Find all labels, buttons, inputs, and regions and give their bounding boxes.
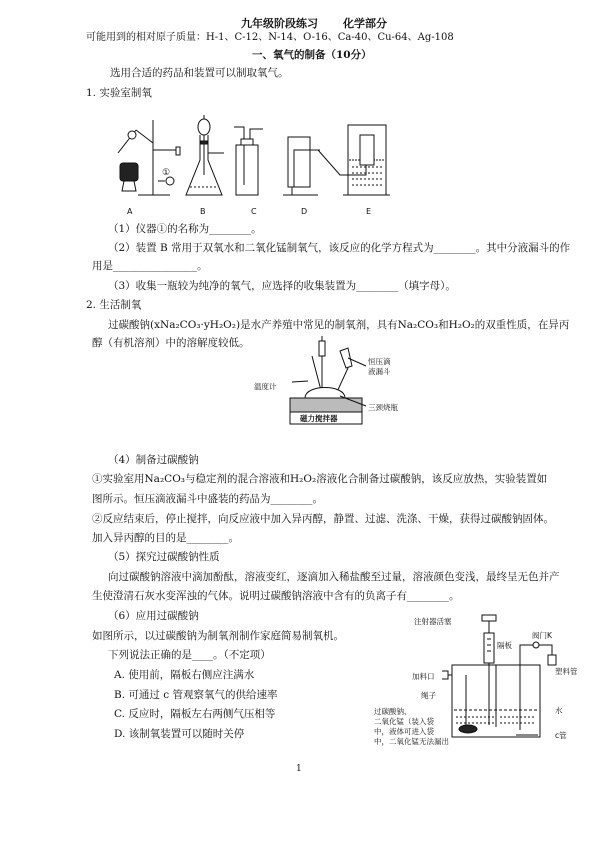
label-bag-line2: 二氧化锰（装入袋 [374,717,434,726]
apparatus-label-c: C [251,207,257,216]
label-bag-line3: 中，液体可进入袋 [374,727,434,736]
question-1: （1）仪器①的名称为________。 [108,223,262,235]
label-funnel-line2: 液漏斗 [368,367,391,376]
part2-title: 2. 生活制氧 [86,299,142,311]
label-tube-c: c管 [555,731,567,740]
apparatus-a [118,120,180,195]
apparatus-label-e: E [366,207,372,216]
question-5-title: （5）探究过碳酸钠性质 [108,551,220,563]
apparatus-figure [108,115,408,205]
label-inlet: 加料口 [412,672,435,681]
question-4-1-line2: 图所示。恒压滴液漏斗中盛装的药品为________。 [92,493,323,505]
label-water: 水 [555,706,563,715]
page-number: 1 [296,764,302,774]
question-4-title: （4）制备过碳酸钠 [108,454,199,466]
label-magnetic-stirrer: 磁力搅拌器 [300,414,338,423]
option-c: C. 反应时，隔板左右两侧气压相等 [114,708,276,720]
option-d: D. 该制氧装置可以随时关停 [114,728,245,740]
label-plastic-pipe: 塑料管 [555,667,578,676]
label-bag-line4: 中，二氧化锰无法漏出 [374,737,449,746]
part1-title: 1. 实验室制氧 [86,87,152,99]
label-syringe-plunger: 注射器活塞 [414,617,452,626]
question-3: （3）收集一瓶较为纯净的氧气，应选择的收集装置为________（填字母）。 [108,280,456,292]
label-valve-k: 阀门K [532,631,552,640]
subject-title: 化学部分 [343,17,387,30]
apparatus-d [283,137,320,195]
question-2-line2: 用是________________。 [92,260,208,272]
page-title: 九年级阶段练习 [241,17,318,30]
question-6-line2: 下列说法正确的是____。（不定项） [108,649,271,661]
apparatus-b [186,115,224,195]
apparatus-label-b: B [200,207,206,216]
option-b: B. 可通过 c 管观察氧气的供给速率 [114,689,278,701]
label-thermometer: 温度计 [254,382,277,391]
apparatus-e [318,125,390,195]
part2-text-line1: 过碳酸钠(xNa₂CO₃·yH₂O₂)是水产养殖中常见的制氧剂，具有Na₂CO₃和H₂O₂的双重性质，在异丙 [108,319,570,331]
question-5-line2: 生使澄清石灰水变浑浊的气体。说明过碳酸钠溶液中含有的负离子有________。 [92,590,460,602]
apparatus-label-a: A [127,207,133,216]
question-2-line1: （2）装置 B 常用于双氧水和二氧化锰制氧气，该反应的化学方程式为________。其中分液漏斗的作 [108,242,571,254]
part2-text-line2: 醇（有机溶剂）中的溶解度较低。 [92,337,250,349]
apparatus-circle-label: ① [162,168,171,178]
question-6-title: （6）应用过碳酸钠 [108,610,199,622]
apparatus-c [234,127,263,195]
label-three-neck-flask: 三颈烧瓶 [368,403,398,412]
section-heading: 一、氧气的制备（10分） [252,49,372,61]
question-5-line1: 向过碳酸钠溶液中滴加酚酞，溶液变红，逐滴加入稀盐酸至过量，溶液颜色变浅，最终呈无色并产 [108,571,560,583]
label-partition: 隔板 [497,641,512,650]
label-funnel-line1: 恒压滴 [368,357,391,366]
question-4-2-line1: ②反应结束后，停止搅拌，向反应液中加入异丙醇，静置、过滤、洗涤、干燥，获得过碳酸钠固体。 [92,513,554,525]
atomic-masses: 可能用到的相对原子质量：H-1、C-12、N-14、O-16、Ca-40、Cu-64、Ag-108 [86,32,454,43]
intro-text: 选用合适的药品和装置可以制取氧气。 [110,67,289,79]
question-6-line1: 如图所示，以过碳酸钠为制氧剂制作家庭简易制氧机。 [92,630,344,642]
question-4-2-line2: 加入异丙醇的目的是________。 [92,532,239,544]
question-4-1-line1: ①实验室用Na₂CO₃与稳定剂的混合溶液和H₂O₂溶液化合制备过碳酸钠，该反应放热，实验装置如 [92,473,548,485]
option-a: A. 使用前，隔板右侧应注满水 [114,669,255,681]
label-rope: 绳子 [421,691,436,700]
apparatus-label-d: D [301,207,308,216]
label-bag-line1: 过碳酸钠、 [374,707,412,716]
